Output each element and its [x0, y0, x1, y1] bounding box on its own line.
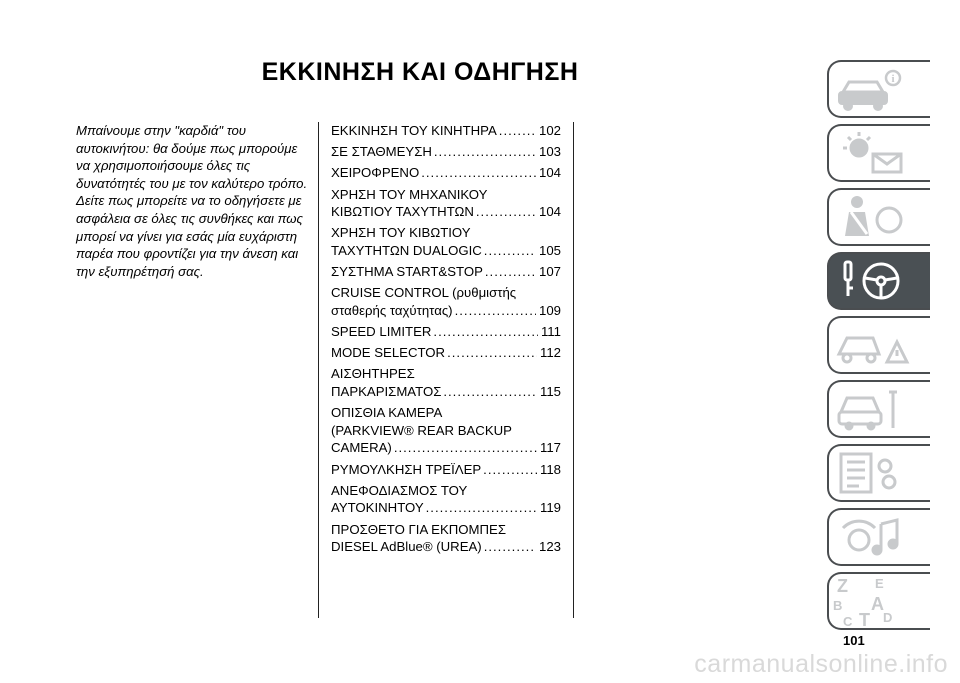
- toc-leader-dots: [426, 499, 537, 517]
- toc-entry[interactable]: [331, 164, 561, 182]
- toc-entry[interactable]: [331, 365, 561, 400]
- toc-entry-title: ΣΥΣΤΗΜΑ START&STOP: [331, 264, 483, 280]
- toc-entry-title: MODE SELECTOR: [331, 345, 446, 361]
- toc-entry[interactable]: [331, 143, 561, 161]
- toc-entry-title: ΚΙΒΩΤΙΟΥ ΤΑΧΥΤΗΤΩΝ: [331, 204, 474, 220]
- toc-entry-page: 123: [538, 539, 561, 555]
- car-info-icon: [829, 62, 930, 116]
- multimedia-icon: [829, 510, 930, 564]
- toc-leader-dots: [476, 203, 536, 221]
- toc-entry-title: σταθερής ταχύτητας): [331, 302, 453, 318]
- toc-leader-dots: [485, 263, 536, 281]
- svg-text:E: E: [875, 576, 884, 591]
- toc-entry-title: ΠΡΟΣΘΕΤΟ ΓΙΑ ΕΚΠΟΜΠΕΣ: [331, 521, 507, 537]
- toc-entry-title: ΕΚΚΙΝΗΣΗ ΤΟΥ ΚΙΝΗΤΗΡΑ: [331, 123, 497, 138]
- tab-starting-driving[interactable]: [827, 252, 930, 310]
- toc-entry[interactable]: [331, 263, 561, 281]
- toc-entry[interactable]: [331, 224, 561, 259]
- toc-entry[interactable]: [331, 482, 561, 517]
- tab-warning-lights[interactable]: [827, 124, 930, 182]
- warning-lights-icon: [829, 126, 930, 180]
- tab-emergency[interactable]: [827, 316, 930, 374]
- tab-safety[interactable]: [827, 188, 930, 246]
- toc-entry[interactable]: [331, 323, 561, 341]
- toc-leader-dots: [434, 143, 536, 161]
- toc-leader-dots: [421, 164, 536, 182]
- seatbelt-airbag-icon: [829, 190, 930, 244]
- toc-leader-dots: [484, 538, 536, 556]
- toc-entry-title: ΡΥΜΟΥΛΚΗΣΗ ΤΡΕΪΛΕΡ: [331, 461, 482, 477]
- toc-entry[interactable]: [331, 521, 561, 556]
- intro-paragraph-1: Μπαίνουμε στην "καρδιά" του αυτοκινήτου: θα δούμε πως μπορούμε να χρησιμοποιήσουμε όλες τις δυνατότητές του με τον καλύτερο τρόπο.: [76, 123, 308, 191]
- toc-entry-page: 118: [539, 461, 561, 477]
- column-divider-left: [318, 122, 319, 618]
- svg-text:Z: Z: [837, 576, 848, 596]
- page-number: 101: [843, 633, 865, 648]
- column-divider-right: [573, 122, 574, 618]
- svg-text:A: A: [871, 594, 884, 614]
- tab-car-info[interactable]: [827, 60, 930, 118]
- toc-entry-page: 107: [538, 264, 561, 280]
- toc-entry-title: (PARKVIEW® REAR BACKUP: [331, 422, 512, 438]
- toc-leader-dots: [394, 439, 537, 457]
- tab-maintenance[interactable]: [827, 380, 930, 438]
- toc-leader-dots: [483, 461, 537, 479]
- toc-entry-page: 103: [538, 144, 561, 160]
- intro-paragraph-2: Δείτε πως μπορείτε να το οδηγήσετε με ασφάλεια σε όλες τις συνθήκες και πως μπορεί να γίνει για εσάς μία ευχάριστη παρέα που φροντίζει για την άνεση και την εξυπηρέτησή σας.: [76, 193, 303, 279]
- toc-entry[interactable]: [331, 186, 561, 221]
- toc-leader-dots: [443, 383, 537, 401]
- toc-entry-title: ΑΥΤΟΚΙΝΗΤΟΥ: [331, 500, 424, 516]
- toc-entry-page: 104: [538, 204, 561, 220]
- toc-entry-page: 117: [539, 440, 561, 456]
- page-title: ΕΚΚΙΝΗΣΗ ΚΑΙ ΟΔΗΓΗΣΗ: [261, 58, 579, 86]
- toc-leader-dots: [499, 122, 536, 140]
- toc-entry-title: ΑΝΕΦΟΔΙΑΣΜΟΣ ΤΟΥ: [331, 482, 468, 498]
- toc-entry[interactable]: [331, 284, 561, 319]
- index-icon: [829, 574, 930, 628]
- toc-entry-page: 104: [538, 165, 561, 181]
- toc-entry-page: 111: [540, 324, 561, 340]
- svg-text:C: C: [843, 614, 853, 628]
- toc-entry-page: 109: [538, 302, 561, 318]
- toc-entry[interactable]: [331, 461, 561, 479]
- watermark: carmanualsonline.info: [694, 650, 948, 678]
- toc-entry-title: ΧΡΗΣΗ ΤΟΥ ΚΙΒΩΤΙΟΥ: [331, 225, 471, 241]
- toc-leader-dots: [455, 302, 536, 320]
- tab-index[interactable]: [827, 572, 930, 630]
- svg-text:i: i: [891, 73, 895, 85]
- toc-entry[interactable]: [331, 344, 561, 362]
- table-of-contents: [331, 122, 561, 559]
- svg-text:B: B: [833, 598, 843, 613]
- toc-leader-dots: [484, 242, 536, 260]
- toc-entry-page: 115: [539, 384, 561, 400]
- emergency-icon: [829, 318, 930, 372]
- specifications-icon: [829, 446, 930, 500]
- toc-leader-dots: [447, 344, 537, 362]
- toc-entry-title: CAMERA): [331, 440, 392, 456]
- toc-entry-page: 112: [539, 345, 561, 361]
- toc-entry-page: 119: [539, 500, 561, 516]
- toc-entry-title: ΤΑΧΥΤΗΤΩΝ DUALOGIC: [331, 242, 482, 258]
- toc-entry-page: 105: [538, 242, 561, 258]
- intro-text: [76, 122, 308, 280]
- toc-leader-dots: [433, 323, 538, 341]
- toc-entry-title: ΠΑΡΚΑΡΙΣΜΑΤΟΣ: [331, 384, 442, 400]
- svg-text:D: D: [883, 610, 893, 625]
- toc-entry-title: ΣΕ ΣΤΑΘΜΕΥΣΗ: [331, 144, 432, 160]
- car-maintenance-icon: [829, 382, 930, 436]
- toc-entry-page: 102: [538, 123, 561, 138]
- toc-entry-title: ΑΙΣΘΗΤΗΡΕΣ: [331, 366, 415, 382]
- toc-entry-title: ΧΕΙΡΟΦΡΕΝΟ: [331, 165, 420, 181]
- toc-entry[interactable]: [331, 404, 561, 457]
- toc-entry-title: SPEED LIMITER: [331, 324, 432, 340]
- tab-specifications[interactable]: [827, 444, 930, 502]
- key-steering-wheel-icon: [829, 254, 930, 308]
- svg-text:T: T: [859, 610, 870, 628]
- toc-entry-title: ΧΡΗΣΗ ΤΟΥ ΜΗΧΑΝΙΚΟΥ: [331, 186, 488, 202]
- tab-multimedia[interactable]: [827, 508, 930, 566]
- toc-entry-title: ΟΠΙΣΘΙΑ ΚΑΜΕΡΑ: [331, 405, 443, 421]
- toc-entry-title: CRUISE CONTROL (ρυθμιστής: [331, 285, 517, 301]
- toc-entry[interactable]: [331, 122, 561, 140]
- toc-entry-title: DIESEL AdBlue® (UREA): [331, 539, 482, 555]
